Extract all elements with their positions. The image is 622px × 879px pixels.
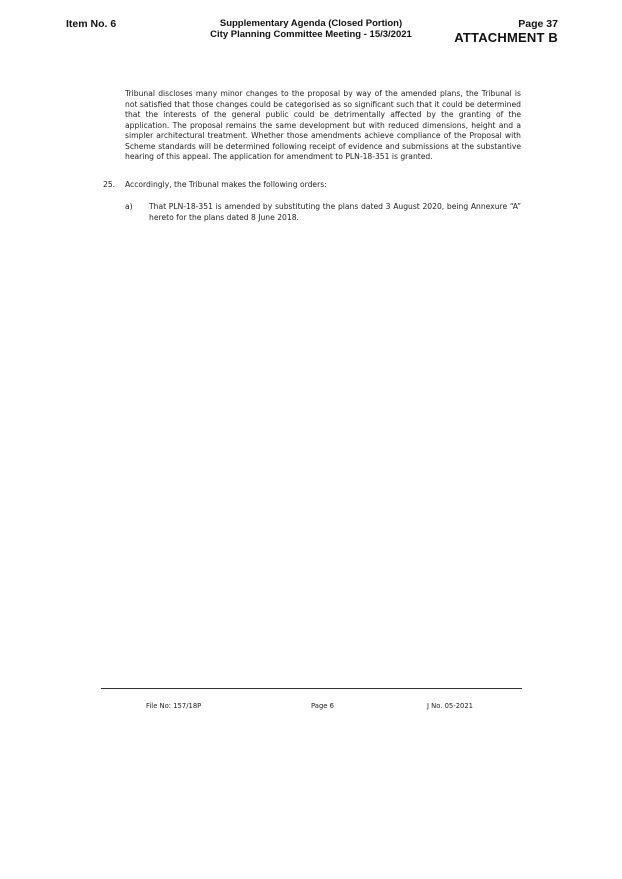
agenda-page-number: Page 37 (518, 18, 558, 30)
order-text: That PLN-18-351 is amended by substituting the plans dated 3 August 2020, being Annexure “A” hereto for the plans dated 8 June 2018. (149, 202, 521, 222)
attachment-label: ATTACHMENT B (454, 30, 558, 45)
paragraph-number: 25. (103, 180, 116, 189)
paragraph-text: Accordingly, the Tribunal makes the following orders: (125, 180, 327, 189)
footer-divider (101, 688, 522, 689)
footer-j-number: J No. 05-2021 (427, 702, 474, 710)
item-number: Item No. 6 (66, 18, 117, 30)
continuation-paragraph: Tribunal discloses many minor changes to the proposal by way of the amended plans, the Tribunal is not satisfied that those changes could be categorised as so significant such that it could be determined that the interests of the general public could be detrimentally affected by the granting of the application. The proposal remains the same development but with reduced dimensions, height and a simpler architectural treatment. Whether those amendments achieve compliance of the Proposal with Scheme standards will be determined following receipt of evidence and submissions at the substantive hearing of this appeal. The application for amendment to PLN-18-351 is granted. (125, 89, 521, 161)
footer-page-number: Page 6 (311, 702, 334, 710)
footer-file-number: File No: 157/18P (146, 702, 202, 710)
agenda-title (180, 18, 442, 40)
agenda-title-line2: City Planning Committee Meeting - 15/3/2021 (210, 29, 412, 40)
page-attachment-block (454, 18, 558, 45)
order-label: a) (125, 202, 133, 211)
agenda-title-line1: Supplementary Agenda (Closed Portion) (219, 18, 403, 29)
